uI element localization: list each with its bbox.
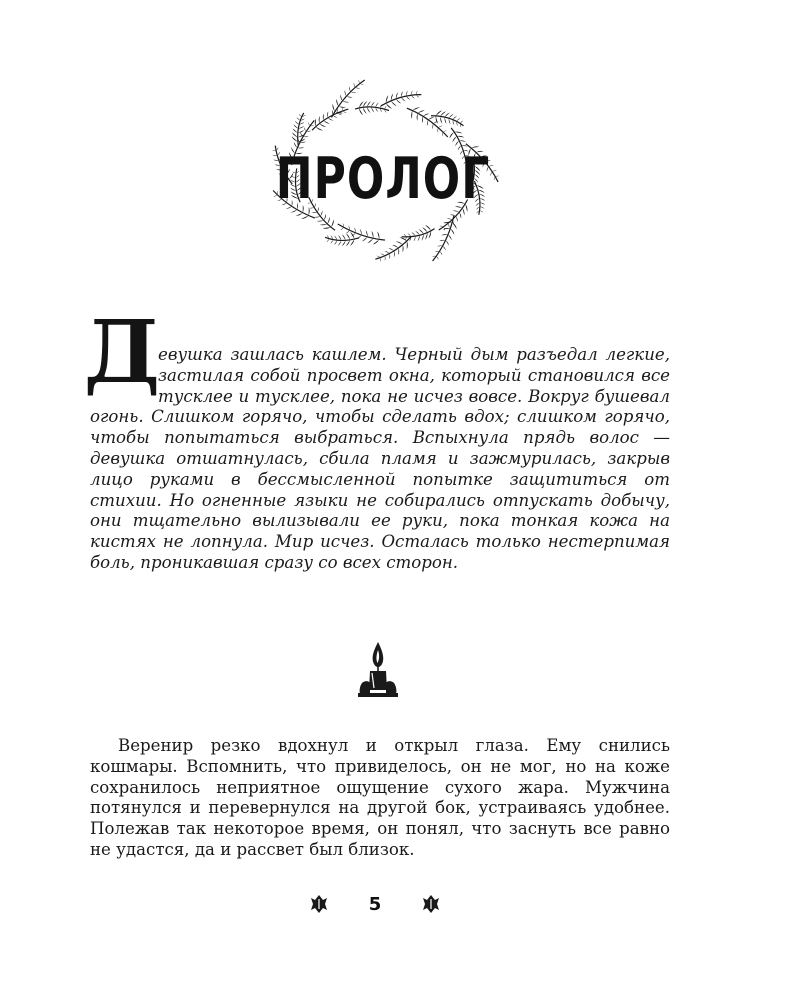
verenir-paragraph [90,736,670,861]
prologue-dream-paragraph [90,345,670,574]
chapter-title: ПРОЛОГ [275,146,491,213]
candle-icon [352,640,404,700]
page-footer [310,892,440,916]
drop-cap: Д [83,302,161,403]
leaf-ornament-icon [422,894,440,914]
verenir-text: Веренир резко вдохнул и открыл глаза. Ему снились кошмары. Вспомнить, что привиделось, он не мог, но на коже сохранилось неприятное ощущение сухого жара. Мужчина потянулся и перевернулся на другой бок, устраиваясь удобнее. Полежав так некоторое время, он понял, что заснуть все равно не удастся, да и рассвет был близок. [90,736,670,859]
leaf-ornament-icon [310,894,328,914]
dream-text: евушка зашлась кашлем. Черный дым разъедал легкие, застилая собой просвет окна, который становился все тусклее и тусклее, пока не исчез вовсе. Вокруг бушевал огонь. Слишком горячо, чтобы сделать вдох; слишком горячо, чтобы попытаться выбраться. Вспыхнула прядь волос — девушка отшатнулась, сбила пламя и зажмурилась, закрыв лицо руками в бессмысленной попытке защититься от стихии. Но огненные языки не собирались отпускать добычу, они тщательно вылизывали ее руки, пока тонкая кожа на кистях не лопнула. Мир исчез. Осталась только нестерпимая боль, проникавшая сразу со всех сторон. [90,345,670,572]
page-number: 5 [368,893,382,915]
